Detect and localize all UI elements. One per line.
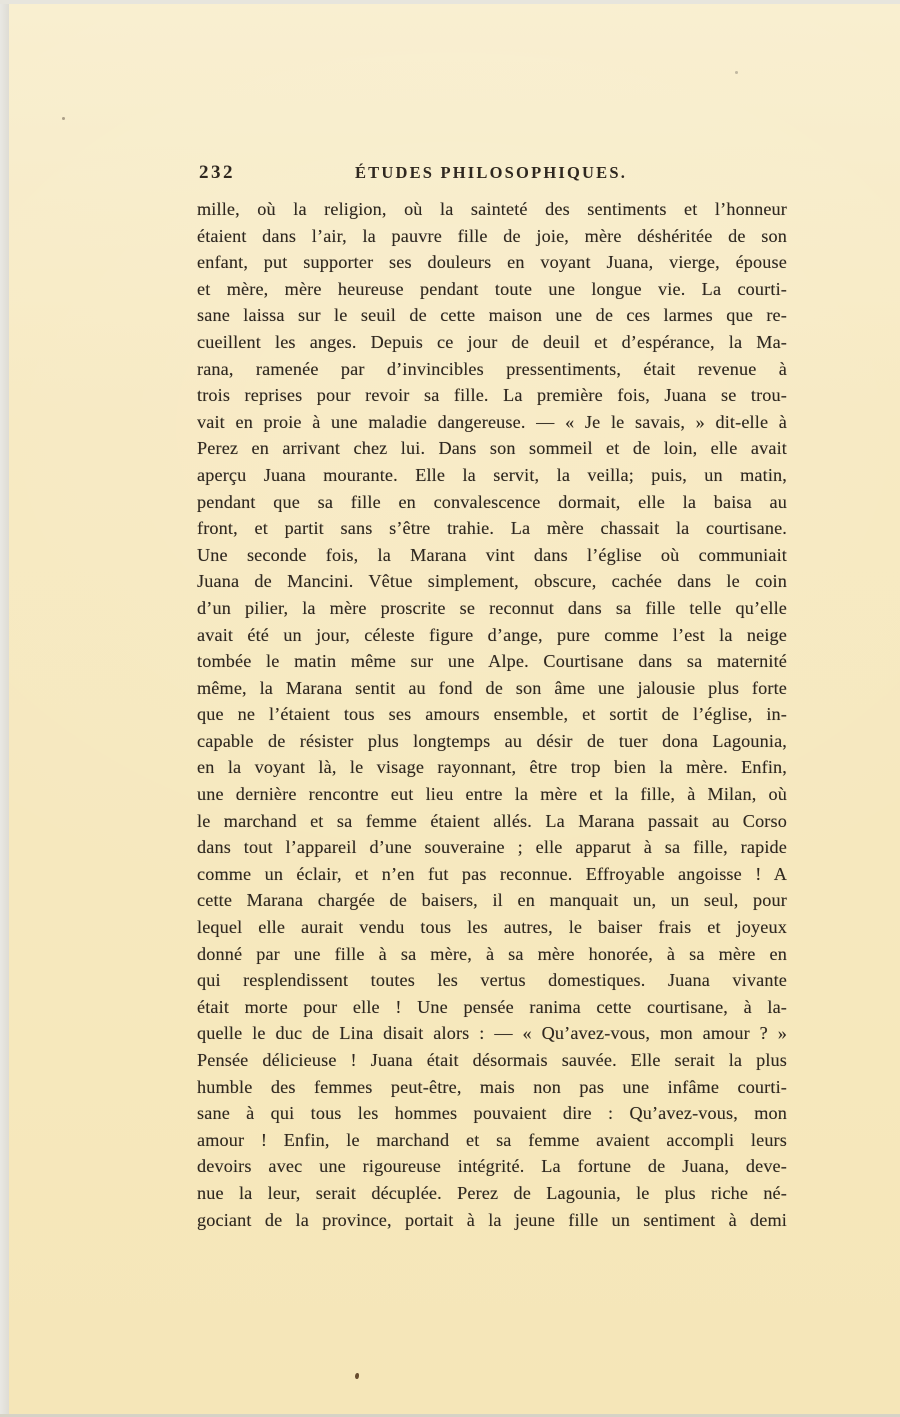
text-line: avait été un jour, céleste figure d’ange, pure comme l’est la neige (197, 624, 787, 645)
text-line: nue la leur, serait décuplée. Perez de Lagounia, le plus riche né- (197, 1182, 787, 1203)
text-line: étaient dans l’air, la pauvre fille de joie, mère déshéritée de son (197, 225, 787, 246)
paper-speck (62, 117, 65, 120)
text-line: lequel elle aurait vendu tous les autres, le baiser frais et joyeux (197, 917, 787, 938)
text-line: capable de résister plus longtemps au désir de tuer dona Lagounia, (197, 730, 787, 751)
page-number: 232 (199, 162, 235, 183)
text-line: amour ! Enfin, le marchand et sa femme avaient accompli leurs (197, 1129, 787, 1150)
text-line: pendant que sa fille en convalescence dormait, elle la baisa au (197, 491, 787, 512)
text-line: et mère, mère heureuse pendant toute une longue vie. La courti- (197, 278, 787, 299)
running-title: ÉTUDES PHILOSOPHIQUES. (354, 163, 628, 182)
text-line: rana, ramenée par d’invincibles pressentiments, était revenue à (197, 358, 787, 379)
text-line: devoirs avec une rigoureuse intégrité. La fortune de Juana, deve- (197, 1156, 787, 1177)
text-line: Juana de Mancini. Vêtue simplement, obscure, cachée dans le coin (197, 571, 787, 592)
text-line: sane laissa sur le seuil de cette maison une de ces larmes que re- (197, 305, 787, 326)
text-line: aperçu Juana mourante. Elle la servit, la veilla; puis, un matin, (197, 464, 787, 485)
text-line: le marchand et sa femme étaient allés. La Marana passait au Corso (197, 810, 787, 831)
text-line: gociant de la province, portait à la jeune fille un sentiment à demi (197, 1209, 787, 1230)
text-line: même, la Marana sentit au fond de son âme une jalousie plus forte (197, 677, 787, 698)
text-line: d’un pilier, la mère proscrite se reconnut dans sa fille telle qu’elle (197, 597, 787, 618)
text-line: quelle le duc de Lina disait alors : — « Qu’avez-vous, mon amour ? » (197, 1023, 787, 1044)
book-page (9, 4, 900, 1414)
text-line: cette Marana chargée de baisers, il en manquait un, un seul, pour (197, 890, 787, 911)
text-line: vait en proie à une maladie dangereuse. — « Je le savais, » dit-elle à (197, 411, 787, 432)
text-line: en la voyant là, le visage rayonnant, être trop bien la mère. Enfin, (197, 757, 787, 778)
text-line: qui resplendissent toutes les vertus domestiques. Juana vivante (197, 970, 787, 991)
text-line: dans tout l’appareil d’une souveraine ; elle apparut à sa fille, rapide (197, 837, 787, 858)
paper-speck (355, 1373, 359, 1379)
text-line: enfant, put supporter ses douleurs en voyant Juana, vierge, épouse (197, 252, 787, 273)
text-line: trois reprises pour revoir sa fille. La première fois, Juana se trou- (197, 385, 787, 406)
text-line: mille, où la religion, où la sainteté des sentiments et l’honneur (197, 199, 787, 219)
page-body (197, 196, 787, 1233)
text-line: cueillent les anges. Depuis ce jour de deuil et d’espérance, la Ma- (197, 331, 787, 352)
paper-speck (735, 71, 738, 74)
text-line: donné par une fille à sa mère, à sa mère honorée, à sa mère en (197, 943, 787, 964)
page-header (197, 160, 785, 186)
text-line: Pensée délicieuse ! Juana était désormais sauvée. Elle serait la plus (197, 1050, 787, 1070)
text-line: comme un éclair, et n’en fut pas reconnue. Effroyable angoisse ! A (197, 863, 787, 884)
text-line: front, et partit sans s’être trahie. La mère chassait la courtisane. (197, 518, 787, 539)
text-line: tombée le matin même sur une Alpe. Courtisane dans sa maternité (197, 651, 787, 672)
text-line: Perez en arrivant chez lui. Dans son sommeil et de loin, elle avait (197, 438, 787, 459)
text-line: que ne l’étaient tous ses amours ensemble, et sortit de l’église, in- (197, 704, 787, 725)
text-line: Une seconde fois, la Marana vint dans l’église où communiait (197, 544, 787, 565)
text-line: était morte pour elle ! Une pensée ranima cette courtisane, à la- (197, 996, 787, 1017)
text-line: une dernière rencontre eut lieu entre la mère et la fille, à Milan, où (197, 784, 787, 805)
text-line: sane à qui tous les hommes pouvaient dire : Qu’avez-vous, mon (197, 1103, 787, 1124)
text-line: humble des femmes peut-être, mais non pas une infâme courti- (197, 1076, 787, 1097)
scan-edge-left (0, 0, 9, 1417)
